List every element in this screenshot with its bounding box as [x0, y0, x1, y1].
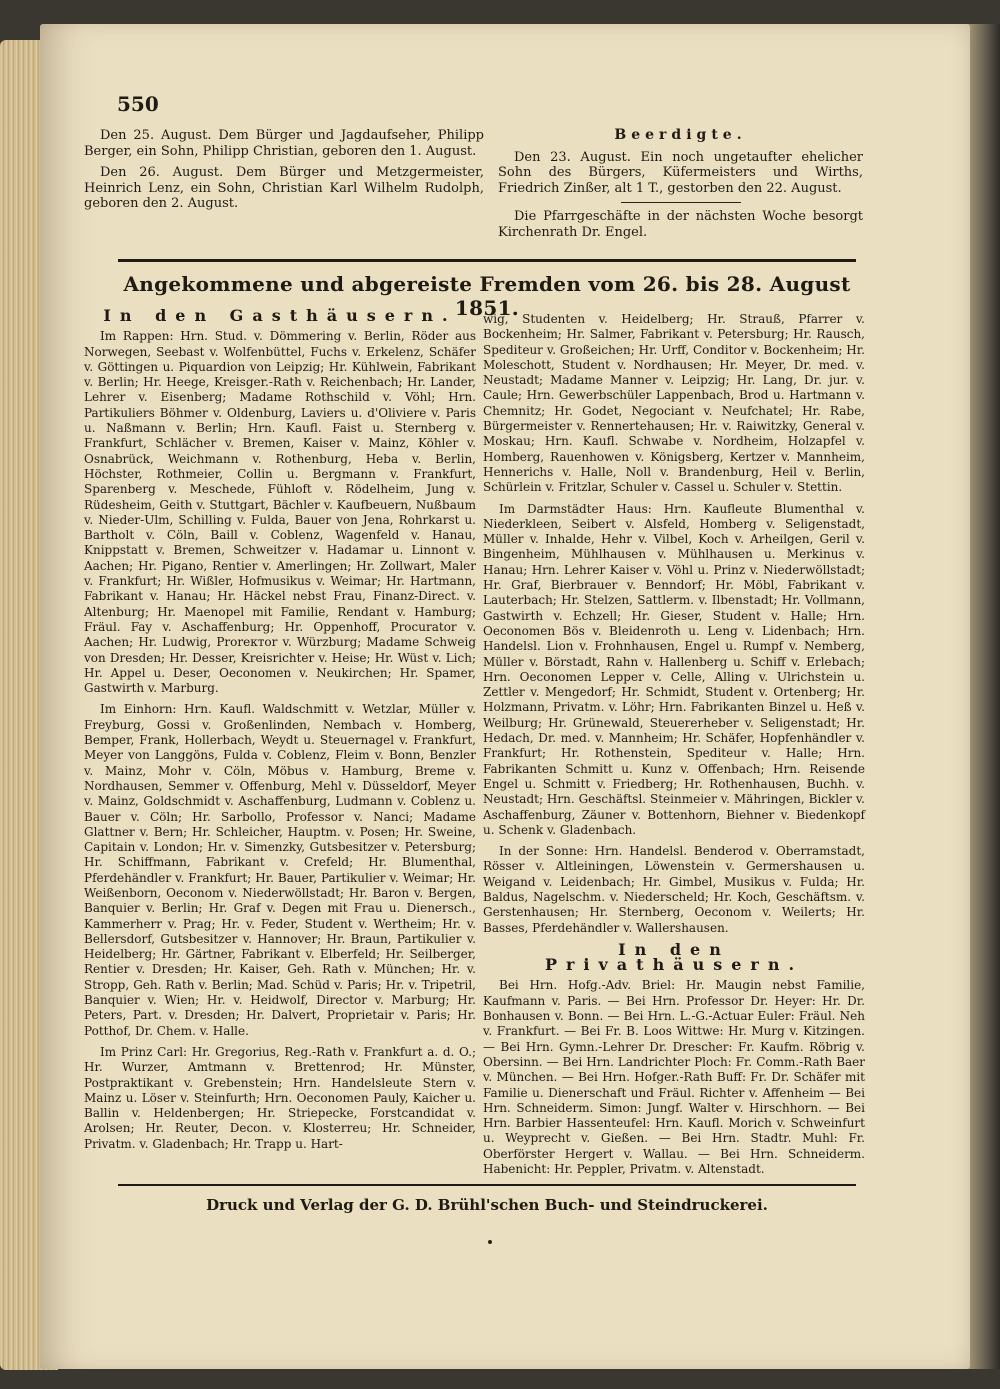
short-divider — [621, 202, 741, 203]
private-houses-entry: Bei Hrn. Hofg.-Adv. Briel: Hr. Maugin nebst Familie, Kaufmann v. Paris. — Bei Hrn. Professor Dr. Heyer: Hr. Dr. Bonhausen v. Bonn. — Bei Hrn. L.-G.-Actuar Euler: Fräul. Neh v. Frankfurt. — Bei Fr. B. Loos Wittwe: Hr. Murg v. Kitzingen. — Bei Hrn. Gymn.-Lehrer Dr. Drescher: Fr. Kaufm. Röbrig v. Obersinn. — Bei Hrn. Landrichter Ploch: Fr. Comm.-Rath Baer v. München. — Bei Hrn. Hofger.-Rath Buff: Fr. Dr. Schäfer mit Familie u. Dienerschaft und Fräul. Richter v. Affenheim — Bei Hrn. Schneiderm. Simon: Jungf. Walter v. Hirschhorn. — Bei Hrn. Barbier Hassenteufel: Hrn. Kaufl. Morich v. Schweinfurt u. Weyprecht v. Gießen. — Bei Hrn. Stadtr. Muhl: Fr. Oberförster Hergert v. Wallau. — Bei Hrn. Schneiderm. Habenicht: Hr. Peppler, Privatm. v. Altenstadt. — [483, 978, 865, 1177]
imprint-footer: Druck und Verlag der G. D. Brühl'schen Buch- und Steindruckerei. — [206, 1196, 768, 1214]
inn-entry-darmstaedter-haus: Im Darmstädter Haus: Hrn. Kaufleute Blumenthal v. Niederkleen, Seibert v. Alsfeld, Homberg v. Seligenstadt, Müller v. Inhalde, Hehr v. Vilbel, Koch v. Arheilgen, Geril v. Bingenheim, Mühlhausen v. Mühlhausen u. Merkinus v. Hanau; Hrn. Lehrer Kaiser v. Vöhl u. Prinz v. Niederwöllstadt; Hr. Graf, Bierbrauer v. Benndorf; Hr. Möbl, Fabrikant v. Lauterbach; Hr. Stelzen, Sattlerm. v. Ilbenstadt; Hr. Vollmann, Gastwirth v. Echzell; Hr. Gieser, Student v. Halle; Hrn. Oeconomen Bös v. Bleidenroth u. Leng v. Lidenbach; Hrn. Handelsl. Lion v. Frohnhausen, Engel u. Rumpf v. Nemberg, Müller v. Börstadt, Rahn v. Hallenberg u. Schiff v. Erlebach; Hrn. Oeconomen Lepper v. Celle, Alling v. Ulrichstein u. Zettler v. Mengedorf; Hr. Schmidt, Student v. Ortenberg; Hr. Holzmann, Privatm. v. Löhr; Hrn. Fabrikanten Binzel u. Heß v. Weilburg; Hr. Grünewald, Steuererheber v. Seligenstadt; Hr. Hedach, Dr. med. v. Mannheim; Hr. Schäfer, Hopfenhändler v. Frankfurt; Hr. Rothenstein, Spediteur v. Halle; Hrn. Fabrikanten Schmitt u. Kunz v. Offenbach; Hrn. Reisende Engel u. Schmitt v. Friedberg; Hr. Rothenhausen, Buchh. v. Neustadt; Hrn. Geschäftsl. Steinmeier v. Mähringen, Bickler v. Aschaffenburg, Zäuner v. Bottenhorn, Biehner v. Biedenkopf u. Schenk v. Gladenbach. — [483, 501, 865, 837]
heavy-divider — [118, 259, 856, 262]
print-mark — [488, 1240, 492, 1244]
right-column — [483, 312, 865, 1183]
main-heading: Angekommene und abgereiste Fremden vom 26. bis 28. August 1851. — [123, 272, 851, 320]
left-column — [84, 308, 476, 1158]
inn-entry-sonne: In der Sonne: Hrn. Handelsl. Benderod v. Oberramstadt, Rösser v. Altleiningen, Löwenstein v. Germershausen u. Weigand v. Leidenbach; Hr. Gimbel, Musikus v. Fulda; Hr. Baldus, Nagelschm. v. Niederscheld; Hr. Koch, Geschäftsm. v. Gerstenhausen; Hr. Sternberg, Oeconom v. Weilerts; Hr. Basses, Pferdehändler v. Wallershausen. — [483, 844, 865, 935]
parish-notice: Die Pfarrgeschäfte in der nächsten Woche besorgt Kirchenrath Dr. Engel. — [498, 209, 863, 240]
births-section — [84, 128, 484, 218]
section-title-inns: In den Gasthäusern. — [103, 306, 457, 325]
section-title-private-houses: In den Privathäusern. — [544, 939, 804, 975]
inn-entry-einhorn: Im Einhorn: Hrn. Kaufl. Waldschmitt v. Wetzlar, Müller v. Freyburg, Gossi v. Großenlinden, Nembach v. Homberg, Bemper, Frank, Hollerbach, Weydt u. Steuernagel v. Frankfurt, Meyer von Langgöns, Fulda v. Coblenz, Fleim v. Bonn, Benzler v. Mainz, Mohr v. Cöln, Möbus v. Hamburg, Breme v. Nordhausen, Semmer v. Offenburg, Mehl v. Düsseldorf, Meyer v. Mainz, Goldschmidt v. Aschaffenburg, Ludmann v. Coblenz u. Bauer v. Cöln; Hr. Sarbollo, Professor v. Nanci; Madame Glattner v. Bern; Hr. Schleicher, Hauptm. v. Posen; Hr. Sweine, Capitain v. London; Hr. v. Simenzky, Gutsbesitzer v. Petersburg; Hr. Schiffmann, Fabrikant v. Crefeld; Hr. Blumenthal, Pferdehändler v. Frankfurt; Hr. Bauer, Partikulier v. Weimar; Hr. Weißenborn, Oeconom v. Niederwöllstadt; Hr. Baron v. Bergen, Banquier v. Berlin; Hr. Graf v. Degen mit Frau u. Dienersch., Kammerherr v. Prag; Hr. v. Feder, Student v. Wertheim; Hr. v. Bellersdorf, Gutsbesitzer v. Hannover; Hr. Braun, Partikulier v. Heidelberg; Hr. Gärtner, Fabrikant v. Elberfeld; Hr. Seilberger, Rentier v. Dresden; Hr. Kaiser, Geh. Rath v. München; Hr. v. Stropp, Geh. Rath v. Berlin; Mad. Schüd v. Paris; Hr. v. Tripetril, Banquier v. Wien; Hr. v. Heidwolf, Director v. Marburg; Hr. Peters, Part. v. Dresden; Hr. Dalvert, Proprietair v. Paris; Hr. Potthof, Dr. Chem. v. Halle. — [84, 702, 476, 1038]
birth-entry: Den 26. August. Dem Bürger und Metzgermeister, Heinrich Lenz, ein Sohn, Christian Karl Wilhelm Rudolph, geboren den 2. August. — [84, 165, 484, 211]
inn-entry-continued: wig, Studenten v. Heidelberg; Hr. Strauß, Pfarrer v. Bockenheim; Hr. Salmer, Fabrikant v. Petersburg; Hr. Rausch, Spediteur v. Großeichen; Hr. Urff, Conditor v. Bockenheim; Hr. Moleschott, Student v. Nordhausen; Hr. Meyer, Dr. med. v. Neustadt; Madame Manner v. Leipzig; Hr. Lang, Dr. jur. v. Caule; Hrn. Gewerbschüler Lappenbach, Brod u. Hartmann v. Chemnitz; Hr. Godet, Negociant v. Neufchatel; Hr. Rabe, Bürgermeister v. Rennertehausen; Hr. v. Raiwitzky, General v. Moskau; Hrn. Kaufl. Schwabe v. Nordheim, Holzapfel v. Homberg, Rauenhowen v. Königsberg, Kertzer v. Mannheim, Hennerichs v. Halle, Noll v. Brandenburg, Heil v. Berlin, Schürlein v. Fritzlar, Schuler v. Cassel u. Schuler v. Stettin. — [483, 312, 865, 495]
page-number: 550 — [117, 92, 159, 116]
burial-entry: Den 23. August. Ein noch ungetaufter ehelicher Sohn des Bürgers, Küfermeisters und Wirths, Friedrich Zinßer, alt 1 T., gestorben den 22. August. — [498, 149, 863, 196]
burials-section — [498, 128, 863, 246]
burials-heading: Beerdigte. — [614, 127, 747, 143]
footer-divider — [118, 1184, 856, 1186]
inn-entry-prinz-carl: Im Prinz Carl: Hr. Gregorius, Reg.-Rath v. Frankfurt a. d. O.; Hr. Wurzer, Amtmann v. Brettenrod; Hr. Münster, Postpraktikant v. Grebenstein; Hrn. Handelsleute Stern v. Mainz u. Löser v. Steinfurth; Hrn. Oeconomen Pauly, Kaicher u. Ballin v. Heldenbergen; Hr. Striepecke, Forstcandidat v. Arolsen; Hr. Reuter, Decon. v. Klosterreu; Hr. Schneider, Privatm. v. Gladenbach; Hr. Trapp u. Hart- — [84, 1044, 476, 1151]
birth-entry: Den 25. August. Dem Bürger und Jagdaufseher, Philipp Berger, ein Sohn, Philipp Christian, geboren den 1. August. — [84, 128, 484, 159]
inn-entry-rappen: Im Rappen: Hrn. Stud. v. Dömmering v. Berlin, Röder aus Norwegen, Seebast v. Wolfenbüttel, Fuchs v. Erkelenz, Schäfer v. Göttingen u. Piquardion von Leipzig; Hr. Kühlwein, Fabrikant v. Berlin; Hr. Heege, Kreisger.-Rath v. Reichenbach; Hr. Lander, Lehrer v. Eisenberg; Madame Rothschild v. Vöhl; Hrn. Partikuliers Böhmer v. Oldenburg, Laviers u. d'Oliviere v. Paris u. Naßmann v. Berlin; Hrn. Kaufl. Faist u. Sternberg v. Frankfurt, Schlächer v. Bremen, Kaiser v. Mainz, Köhler v. Osnabrück, Weichmann v. Rothenburg, Heba v. Berlin, Höchster, Rothmeier, Collin u. Bergmann v. Frankfurt, Sparenberg v. Meschede, Fühloft v. Rödelheim, Jung v. Rüdesheim, Geith v. Stuttgart, Bächler v. Kaufbeuern, Nußbaum v. Nieder-Ulm, Schilling v. Fulda, Bauer von Jena, Rohrkarst u. Bartholt v. Cöln, Baill v. Coblenz, Wagenfeld v. Hanau, Knippstatt v. Bremen, Schweitzer v. Hadamar u. Linnont v. Aachen; Hr. Pigano, Rentier v. Amerlingen; Hr. Zollwart, Maler v. Frankfurt; Hr. Wißler, Hofmusikus v. Weimar; Hr. Hartmann, Fabrikant v. Hanau; Hr. Häckel nebst Frau, Finanz-Direct. v. Altenburg; Hr. Maenopel mit Familie, Rendant v. Hamburg; Fräul. Fay v. Aschaffenburg; Hr. Oppenhoff, Procurator v. Aachen; Hr. Ludwig, Proreктor v. Würzburg; Madame Schweig von Dresden; Hr. Desser, Kreisrichter v. Heise; Hr. Wüst v. Lich; Hr. Appel u. Deser, Oeconomen v. Neukirchen; Hr. Spamer, Gastwirth v. Marburg. — [84, 329, 476, 696]
